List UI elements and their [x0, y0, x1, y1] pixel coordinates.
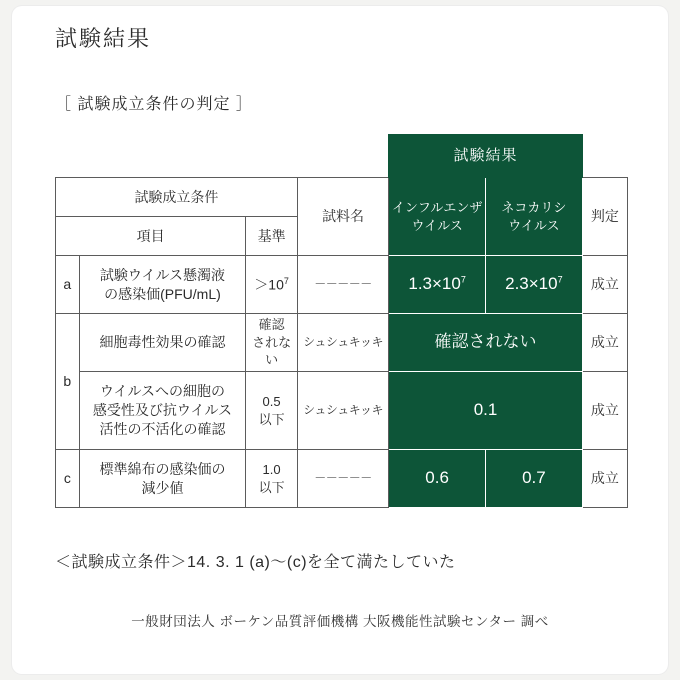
row-item-c — [79, 450, 246, 508]
row-item-b1-line1: 細胞毒性効果の確認 — [99, 334, 226, 351]
row-item-b1 — [79, 314, 246, 372]
row-value2-a-exp: 7 — [557, 274, 563, 285]
row-standard-a-exp: 7 — [283, 275, 289, 286]
row-sample-a: －－－－－ — [297, 256, 388, 314]
header-item: 項目 — [56, 217, 246, 256]
row-value1-a-text: 1.3×10 — [408, 274, 461, 294]
row-mark-c: c — [56, 450, 80, 508]
spacer-cell — [56, 135, 389, 178]
header-virus-1-line1: インフルエンザ — [391, 199, 483, 215]
row-sample-b1: シュシュキッキ — [297, 314, 388, 372]
row-standard-b2-line2: 以下 — [258, 411, 285, 427]
row-value-merged-b1: 確認されない — [389, 314, 583, 372]
row-value2-a — [486, 256, 583, 314]
header-result-group: 試験結果 — [389, 135, 583, 178]
row-sample-c: －－－－－ — [297, 450, 388, 508]
row-judgement-b2: 成立 — [582, 372, 627, 450]
header-virus-1 — [389, 178, 486, 256]
row-item-b2-line2: 感受性及び抗ウイルス — [92, 402, 233, 419]
row-standard-c-line1: 1.0 — [262, 461, 281, 477]
row-item-b2-line1: ウイルスへの細胞の — [99, 383, 226, 400]
table-row — [56, 372, 628, 450]
table-header-top — [56, 135, 628, 178]
row-judgement-c: 成立 — [582, 450, 627, 508]
row-item-b2 — [79, 372, 246, 450]
row-standard-b1-line2: されない — [252, 334, 292, 368]
section-label: ［ 試験成立条件の判定 ］ — [55, 96, 253, 113]
row-item-a — [79, 256, 246, 314]
header-virus-2 — [486, 178, 583, 256]
row-standard-b2 — [246, 372, 298, 450]
result-card — [12, 6, 668, 674]
row-mark-b: b — [56, 314, 80, 450]
row-standard-c — [246, 450, 298, 508]
header-sample: 試料名 — [297, 178, 388, 256]
row-standard-c-line2: 以下 — [258, 479, 285, 495]
header-judgement: 判定 — [582, 178, 627, 256]
row-item-c-line2: 減少値 — [141, 479, 184, 496]
header-standard: 基準 — [246, 217, 298, 256]
credit-line: 一般財団法人 ボーケン品質評価機構 大阪機能性試験センター 調べ — [131, 614, 549, 629]
header-virus-2-line2: ウイルス — [508, 217, 560, 233]
row-value1-a-exp: 7 — [460, 274, 466, 285]
table-row — [56, 450, 628, 508]
row-judgement-a: 成立 — [582, 256, 627, 314]
footnote: ＜試験成立条件＞14. 3. 1 (a)〜(c)を全て満たしていた — [55, 554, 456, 571]
row-value1-a — [389, 256, 486, 314]
result-table-wrapper — [55, 134, 628, 508]
header-virus-2-line1: ネコカリシ — [501, 199, 567, 215]
page-title: 試験結果 — [55, 26, 152, 51]
row-value1-c: 0.6 — [389, 450, 486, 508]
row-standard-b1 — [246, 314, 298, 372]
row-value-merged-b2: 0.1 — [389, 372, 583, 450]
header-condition-group: 試験成立条件 — [56, 178, 298, 217]
row-value2-a-text: 2.3×10 — [505, 274, 558, 294]
row-standard-b2-line1: 0.5 — [262, 393, 281, 409]
row-standard-b1-line1: 確認 — [258, 317, 285, 333]
row-standard-a-text: ＞10 — [254, 276, 284, 293]
row-item-c-line1: 標準綿布の感染価の — [99, 460, 226, 477]
table-row — [56, 314, 628, 372]
row-item-a-line1: 試験ウイルス懸濁液 — [99, 266, 226, 283]
result-table — [55, 134, 628, 508]
row-mark-a: a — [56, 256, 80, 314]
row-item-a-line2: の感染価(PFU/mL) — [104, 285, 221, 302]
row-standard-a — [246, 256, 298, 314]
header-virus-1-line2: ウイルス — [411, 217, 463, 233]
row-judgement-b1: 成立 — [582, 314, 627, 372]
row-item-b2-line3: 活性の不活化の確認 — [99, 420, 226, 437]
table-header-row-1 — [56, 178, 628, 217]
table-row — [56, 256, 628, 314]
spacer-cell-right — [582, 135, 627, 178]
row-value2-c: 0.7 — [486, 450, 583, 508]
row-sample-b2: シュシュキッキ — [297, 372, 388, 450]
